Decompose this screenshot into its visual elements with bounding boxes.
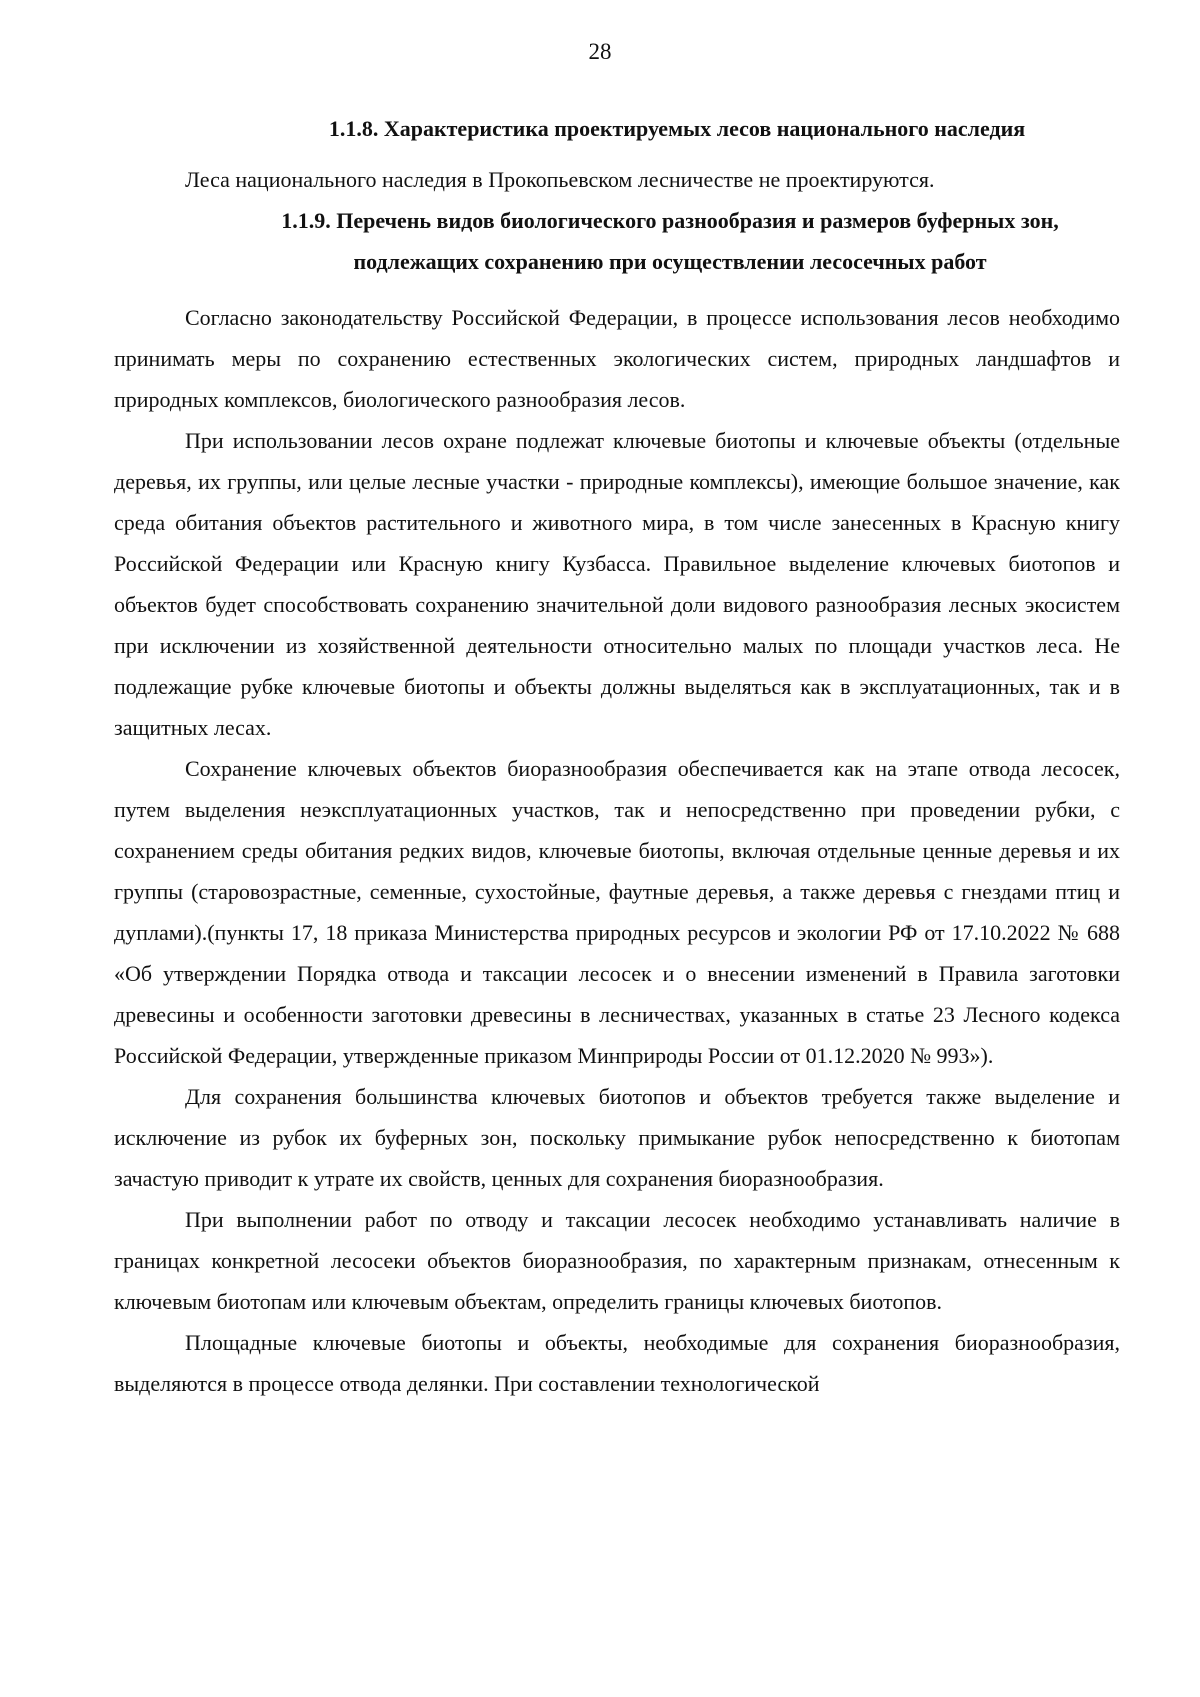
paragraph-areal-key-biotopes: Площадные ключевые биотопы и объекты, необходимые для сохранения биоразнообразия, выделяются в процессе отвода делянки. При составлении технологической — [114, 1330, 1120, 1396]
paragraph-biodiversity-preservation: Сохранение ключевых объектов биоразнообразия обеспечивается как на этапе отвода лесосек, путем выделения неэксплуатационных участков, так и непосредственно при проведении рубки, с сохранением среды обитания редких видов, ключевые биотопы, включая отдельные ценные деревья и их группы (старовозрастные, семенные, сухостойные, фаутные деревья, а также деревья с гнездами птиц и дуплами).(пункты 17, 18 приказа Министерства природных ресурсов и экологии РФ от 17.10.2022 № 688 «Об утверждении Порядка отвода и таксации лесосек и о внесении изменений в Правила заготовки древесины и особенности заготовки древесины в лесничествах, указанных в статье 23 Лесного кодекса Российской Федерации, утвержденные приказом Минприроды России от 01.12.2020 № 993»). — [114, 756, 1120, 1068]
paragraph-allotment-taxation: При выполнении работ по отводу и таксации лесосек необходимо устанавливать наличие в границах конкретной лесосеки объектов биоразнообразия, по характерным признакам, отнесенным к ключевым биотопам или ключевым объектам, определить границы ключевых биотопов. — [114, 1207, 1120, 1314]
page-number: 28 — [588, 39, 612, 64]
section-heading-national-heritage-forests: 1.1.8. Характеристика проектируемых лесов национального наследия — [328, 116, 1026, 141]
national-heritage-forests-note: Леса национального наследия в Прокопьевском лесничестве не проектируются. — [185, 167, 935, 192]
paragraph-key-biotopes: При использовании лесов охране подлежат ключевые биотопы и ключевые объекты (отдельные деревья, их группы, или целые лесные участки - природные комплексы), имеющие большое значение, как среда обитания объектов растительного и животного мира, в том числе занесенных в Красную книгу Российской Федерации или Красную книгу Кузбасса. Правильное выделение ключевых биотопов и объектов будет способствовать сохранению значительной доли видового разнообразия лесных экосистем при исключении из хозяйственной деятельности относительно малых по площади участков леса. Не подлежащие рубке ключевые биотопы и объекты должны выделяться как в эксплуатационных, так и в защитных лесах. — [114, 428, 1120, 740]
paragraph-legislation: Согласно законодательству Российской Федерации, в процессе использования лесов необходимо принимать меры по сохранению естественных экологических систем, природных ландшафтов и природных комплексов, биологического разнообразия лесов. — [114, 305, 1120, 412]
paragraph-buffer-zones: Для сохранения большинства ключевых биотопов и объектов требуется также выделение и исключение из рубок их буферных зон, поскольку примыкание рубок непосредственно к биотопам зачастую приводит к утрате их свойств, ценных для сохранения биоразнообразия. — [114, 1084, 1120, 1191]
section-heading-biodiversity-buffer-zones: 1.1.9. Перечень видов биологического разнообразия и размеров буферных зон, подлежащих сохранению при осуществлении лесосечных работ — [281, 208, 1059, 274]
document-body — [114, 108, 1120, 1404]
